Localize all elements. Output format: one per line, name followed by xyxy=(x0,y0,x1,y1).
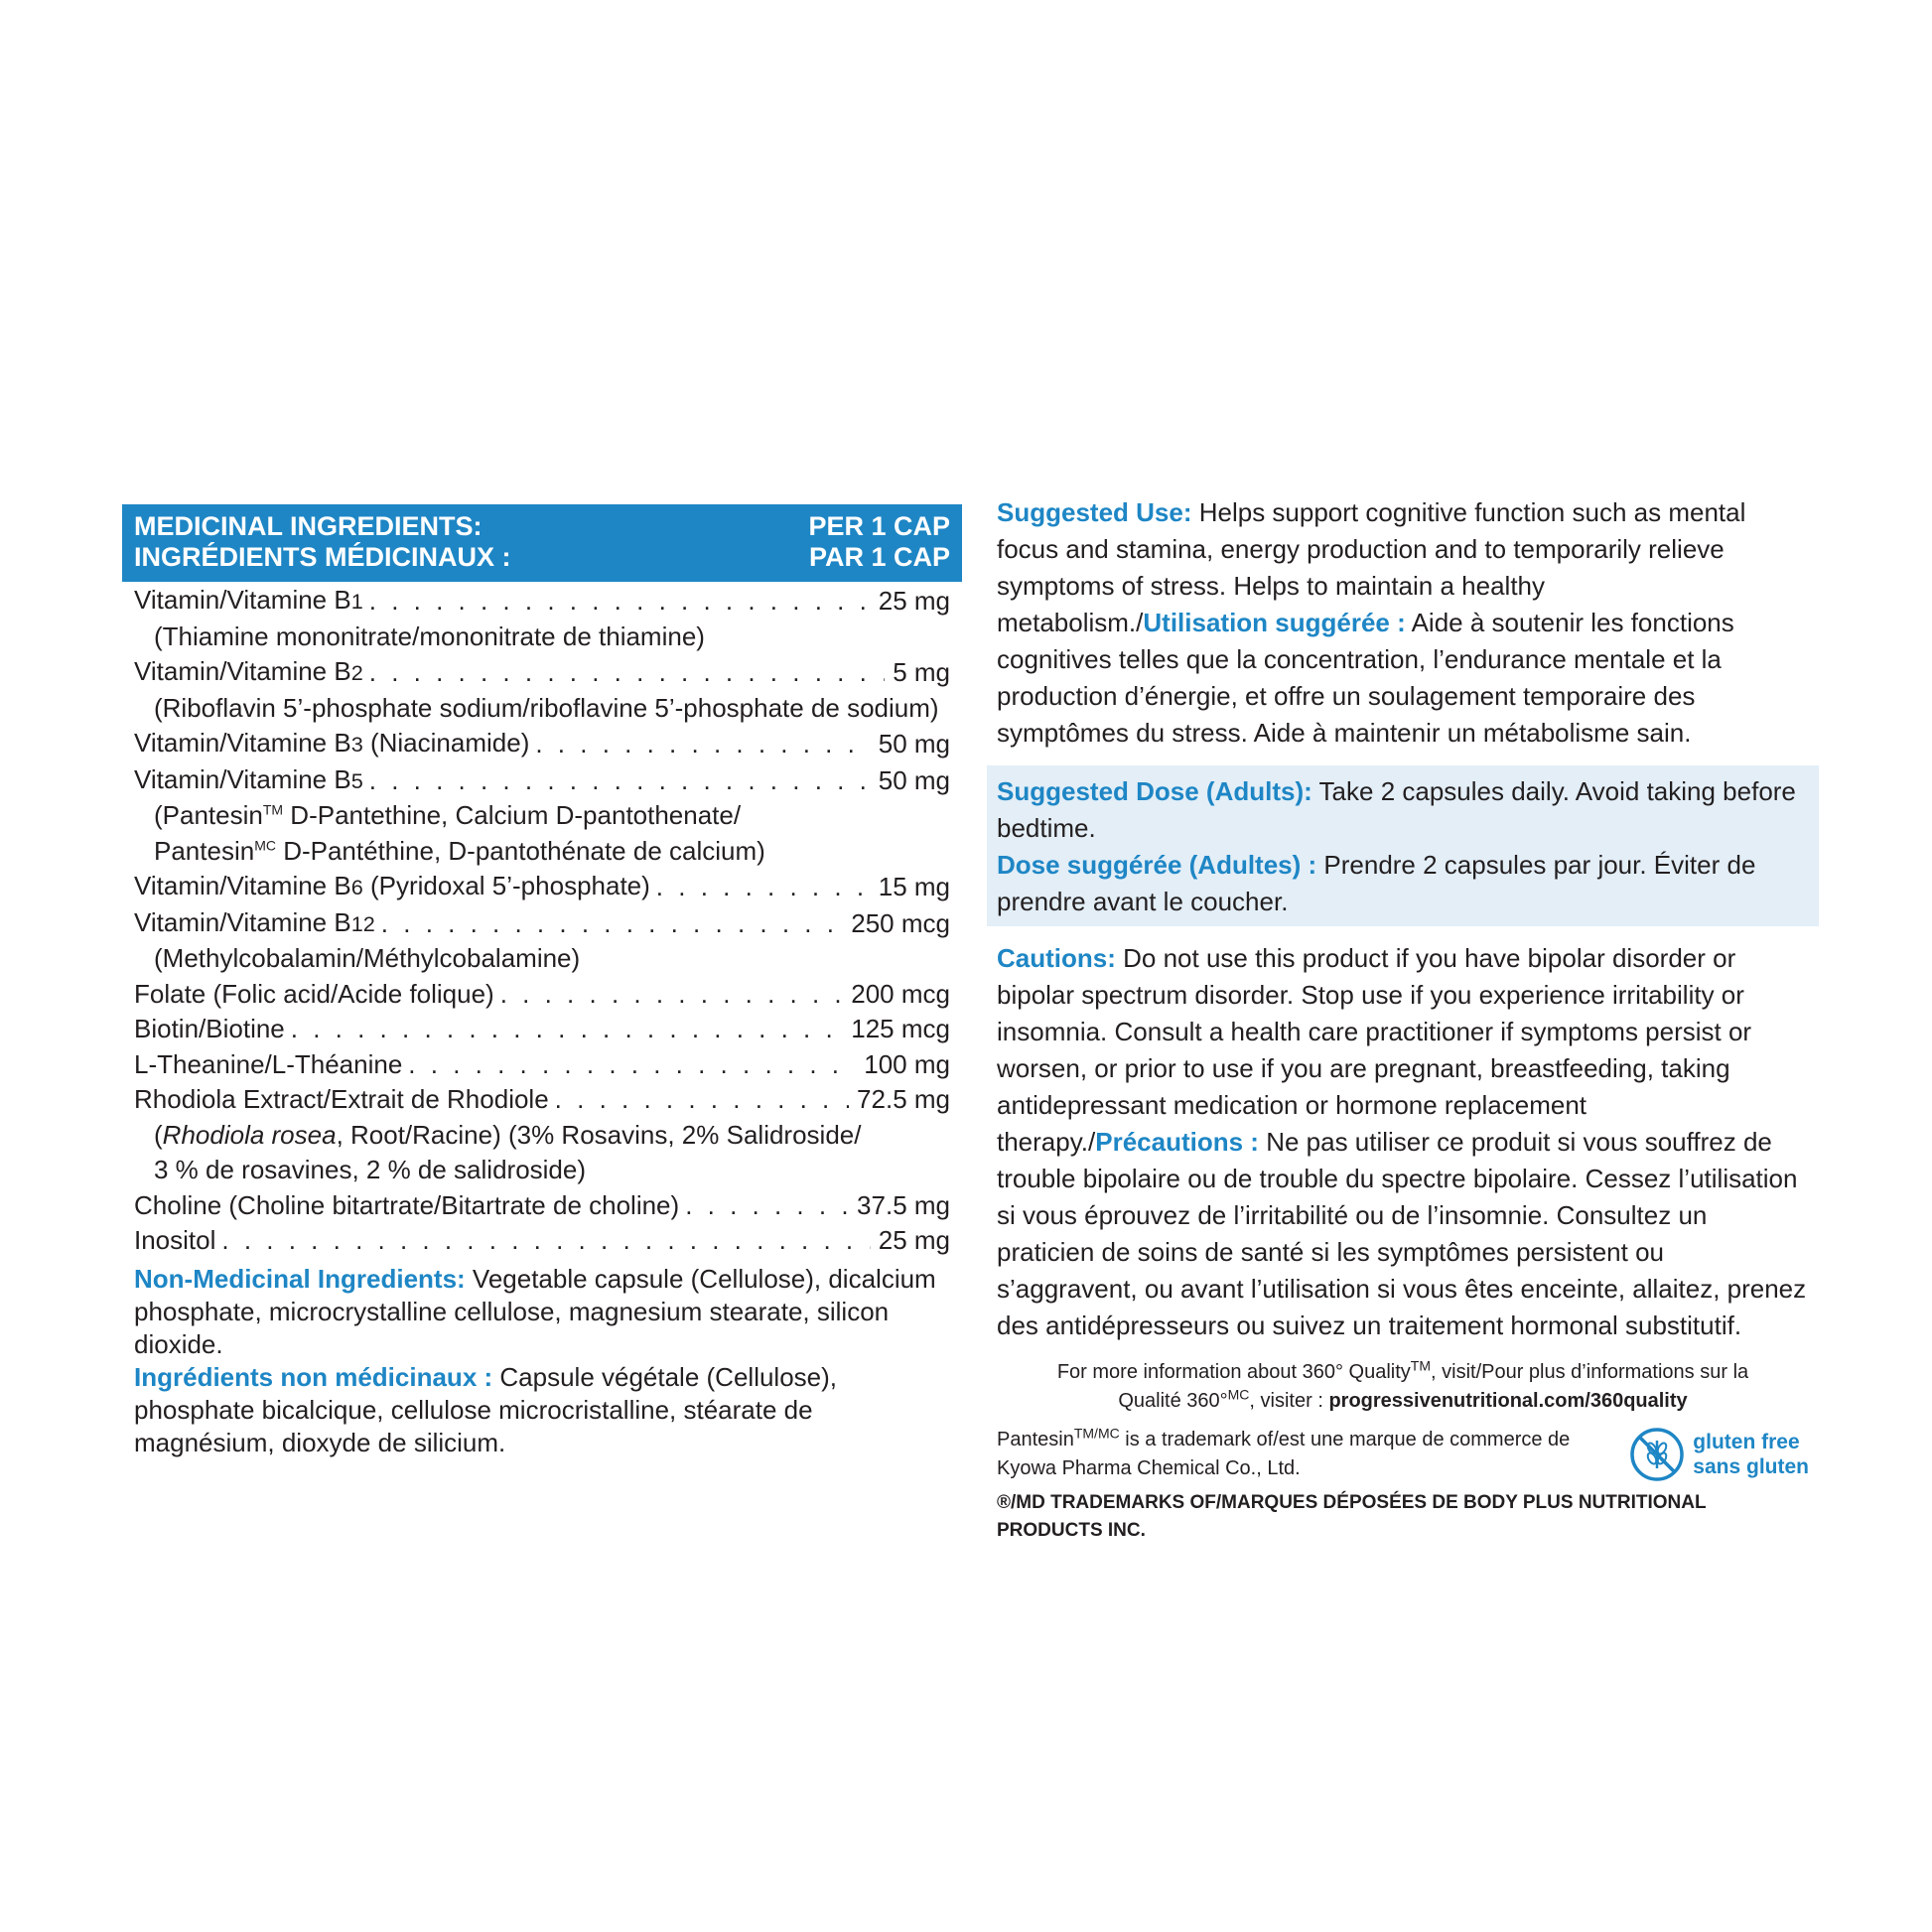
ingredient-row-rhodiola xyxy=(134,1082,950,1118)
ingredient-amount: 125 mcg xyxy=(851,1014,950,1043)
ingredient-subscript: 2 xyxy=(350,660,363,685)
non-medicinal-label-fr: Ingrédients non médicinaux : xyxy=(134,1361,493,1392)
ingredient-amount: 200 mcg xyxy=(851,978,950,1009)
ingredient-subscript: 6 xyxy=(350,875,363,899)
suggested-use-label-fr: Utilisation suggérée : xyxy=(1143,608,1406,637)
ingredient-detail: 3 % de rosavines, 2 % de salidroside) xyxy=(154,1155,587,1184)
leader-dots xyxy=(369,763,871,799)
non-medicinal-text-fr: Capsule végétale (Cellulose), phosphate bicalcique, cellulose microcristalline, stéarate de magnésium, dioxyde de silicium. xyxy=(134,1361,838,1457)
gluten-free-en: gluten free xyxy=(1693,1431,1800,1453)
ingredient-subscript: 3 xyxy=(350,732,363,757)
medicinal-ingredients-panel xyxy=(122,504,962,1459)
leader-dots xyxy=(500,977,844,1013)
ingredients-header xyxy=(122,504,962,582)
ingredient-amount: 100 mg xyxy=(864,1048,950,1079)
ingredient-row-biotin xyxy=(134,1012,950,1047)
leader-dots xyxy=(369,584,871,620)
ingredient-row-b6 xyxy=(134,869,950,905)
ingredient-amount: 50 mg xyxy=(878,729,950,759)
non-medicinal-label-en: Non-Medicinal Ingredients: xyxy=(134,1263,466,1294)
leader-dots xyxy=(685,1188,849,1224)
ingredient-name: Biotin/Biotine xyxy=(134,1014,285,1043)
ingredient-amount: 5 mg xyxy=(893,657,950,687)
leader-dots xyxy=(408,1047,856,1083)
ingredient-name: Folate (Folic acid/Acide folique) xyxy=(134,978,494,1009)
ingredient-name-suffix: (Pyridoxal 5’-phosphate) xyxy=(362,871,650,900)
ingredient-amount: 25 mg xyxy=(878,586,950,616)
ingredient-subscript: 5 xyxy=(350,767,363,793)
ingredient-list xyxy=(122,583,962,1259)
ingredient-amount: 25 mg xyxy=(878,1225,950,1255)
ingredient-row-b2 xyxy=(134,654,950,691)
dose-label-en: Suggested Dose (Adults): xyxy=(997,776,1312,806)
non-medicinal-text-en: Vegetable capsule (Cellulose), dicalcium phosphate, microcrystalline cellulose, magnesium stearate, silicon dioxide. xyxy=(134,1263,936,1359)
leader-dots xyxy=(291,1012,844,1047)
leader-dots xyxy=(221,1223,870,1259)
suggested-use-text-fr: Aide à soutenir les fonctions cognitives telles que la concentration, l’endurance mentale et la production d’énergie, et offre un soulagement temporaire des symptômes du stress. Aide à maintenir un métabolisme sain. xyxy=(997,608,1734,748)
suggested-use xyxy=(987,494,1819,752)
ingredient-name: Choline (Choline bitartrate/Bitartrate de choline) xyxy=(134,1189,680,1220)
leader-dots xyxy=(555,1082,849,1118)
header-per-cap-en: PER 1 CAP xyxy=(808,511,950,541)
gluten-free-badge xyxy=(1629,1427,1809,1482)
ingredient-detail: Pantesin$^{MC}$ D-Pantéthine, D-pantothénate de calcium) xyxy=(154,835,765,866)
ingredient-detail: (Methylcobalamin/Méthylcobalamine) xyxy=(154,943,581,973)
ingredient-row-b3 xyxy=(134,726,950,762)
ingredient-amount: 37.5 mg xyxy=(857,1189,950,1220)
cautions-label-fr: Précautions : xyxy=(1095,1127,1259,1157)
quality-url[interactable]: progressivenutritional.com/360quality xyxy=(1328,1390,1688,1412)
ingredient-amount: 72.5 mg xyxy=(857,1084,950,1114)
ingredient-subscript: 1 xyxy=(350,589,363,614)
ingredient-name: Vitamin/Vitamine B xyxy=(134,763,351,794)
ingredient-name: Vitamin/Vitamine B xyxy=(134,656,351,686)
suggested-dose-box xyxy=(987,765,1819,926)
pantesin-trademark: Pantesin$^{TM/MC}$ is a trademark of/est une marque de commerce de Kyowa Pharma Chemical Co., Ltd. xyxy=(997,1425,1571,1479)
ingredient-amount: 250 mcg xyxy=(851,907,950,938)
leader-dots xyxy=(535,727,870,762)
ingredient-name: Vitamin/Vitamine B xyxy=(134,906,351,937)
header-per-cap-fr: PAR 1 CAP xyxy=(808,542,950,572)
ingredient-name: L-Theanine/L-Théanine xyxy=(134,1048,403,1079)
gluten-free-icon xyxy=(1629,1427,1685,1482)
quality-info: For more information about 360° Quality™, visit/Pour plus d’informations sur la Qualité 360°$^{MC}$, visiter : progressivenutritional.com/360quality xyxy=(1056,1357,1749,1412)
header-label-fr: INGRÉDIENTS MÉDICINAUX : xyxy=(134,542,511,572)
dose-text-en: Take 2 capsules daily. Avoid taking before bedtime. xyxy=(997,776,1796,843)
ingredient-name: Inositol xyxy=(134,1225,216,1255)
header-label-en: MEDICINAL INGREDIENTS: xyxy=(134,511,483,541)
cautions xyxy=(987,940,1819,1344)
ingredient-row-inositol xyxy=(134,1223,950,1259)
directions-panel xyxy=(987,494,1819,1545)
ingredient-detail: (Riboflavin 5’-phosphate sodium/riboflavine 5’-phosphate de sodium) xyxy=(154,692,939,723)
ingredient-row-b1 xyxy=(134,583,950,620)
ingredient-amount: 15 mg xyxy=(878,872,950,901)
ingredient-detail: (Pantesin™ D-Pantethine, Calcium D-pantothenate/ xyxy=(154,800,742,830)
leader-dots xyxy=(369,655,885,691)
ingredient-name: Vitamin/Vitamine B xyxy=(134,728,351,758)
registered-trademarks: ®/MD TRADEMARKS OF/MARQUES DÉPOSÉES DE BODY PLUS NUTRITIONAL PRODUCTS INC. xyxy=(997,1492,1707,1541)
cautions-text-fr: Ne pas utiliser ce produit si vous souffrez de trouble bipolaire ou de trouble du spectre bipolaire. Cessez l’utilisation si vous éprouvez de l’irritabilité ou de l’insomnie. Consultez un praticien de soins de santé si les symptômes persistent ou s’aggravent, ou avant l’utilisation si vous êtes enceinte, allaitez, prenez des antidépresseurs ou suivez un traitement hormonal substitutif. xyxy=(997,1127,1807,1340)
dose-text-fr: Prendre 2 capsules par jour. Éviter de prendre avant le coucher. xyxy=(997,850,1756,916)
non-medicinal-ingredients xyxy=(122,1263,962,1459)
ingredient-row-folate xyxy=(134,977,950,1013)
leader-dots xyxy=(656,870,871,905)
ingredient-name-suffix: (Niacinamide) xyxy=(362,728,530,758)
ingredient-name: Rhodiola Extract/Extrait de Rhodiole xyxy=(134,1084,549,1114)
ingredient-row-choline xyxy=(134,1188,950,1224)
trademark-row xyxy=(987,1426,1819,1483)
ingredient-row-b5 xyxy=(134,762,950,799)
ingredient-name: Vitamin/Vitamine B xyxy=(134,585,351,615)
ingredient-subscript: 12 xyxy=(350,910,375,936)
cautions-text-en: Do not use this product if you have bipolar disorder or bipolar spectrum disorder. Stop use if you experience irritability or insomnia. Consult a health care practitioner if symptoms persist or worsen, or prior to use if you are pregnant, breastfeeding, taking antidepressant medication or hormone replacement therapy./ xyxy=(997,943,1752,1157)
leader-dots xyxy=(381,906,843,942)
gluten-free-fr: sans gluten xyxy=(1693,1455,1809,1478)
ingredient-row-theanine xyxy=(134,1047,950,1083)
suggested-use-text-en: Helps support cognitive function such as mental focus and stamina, energy production and to temporarily relieve symptoms of stress. Helps to maintain a healthy metabolism./ xyxy=(997,497,1746,637)
suggested-use-label-en: Suggested Use: xyxy=(997,497,1192,527)
ingredient-row-b12 xyxy=(134,905,950,942)
ingredient-amount: 50 mg xyxy=(878,764,950,795)
dose-label-fr: Dose suggérée (Adultes) : xyxy=(997,850,1317,880)
ingredient-detail: (Thiamine mononitrate/mononitrate de thiamine) xyxy=(154,621,705,651)
cautions-label-en: Cautions: xyxy=(997,943,1116,973)
ingredient-detail: (Rhodiola rosea, Root/Racine) (3% Rosavins, 2% Salidroside/ xyxy=(154,1119,862,1150)
ingredient-name: Vitamin/Vitamine B xyxy=(134,871,351,900)
